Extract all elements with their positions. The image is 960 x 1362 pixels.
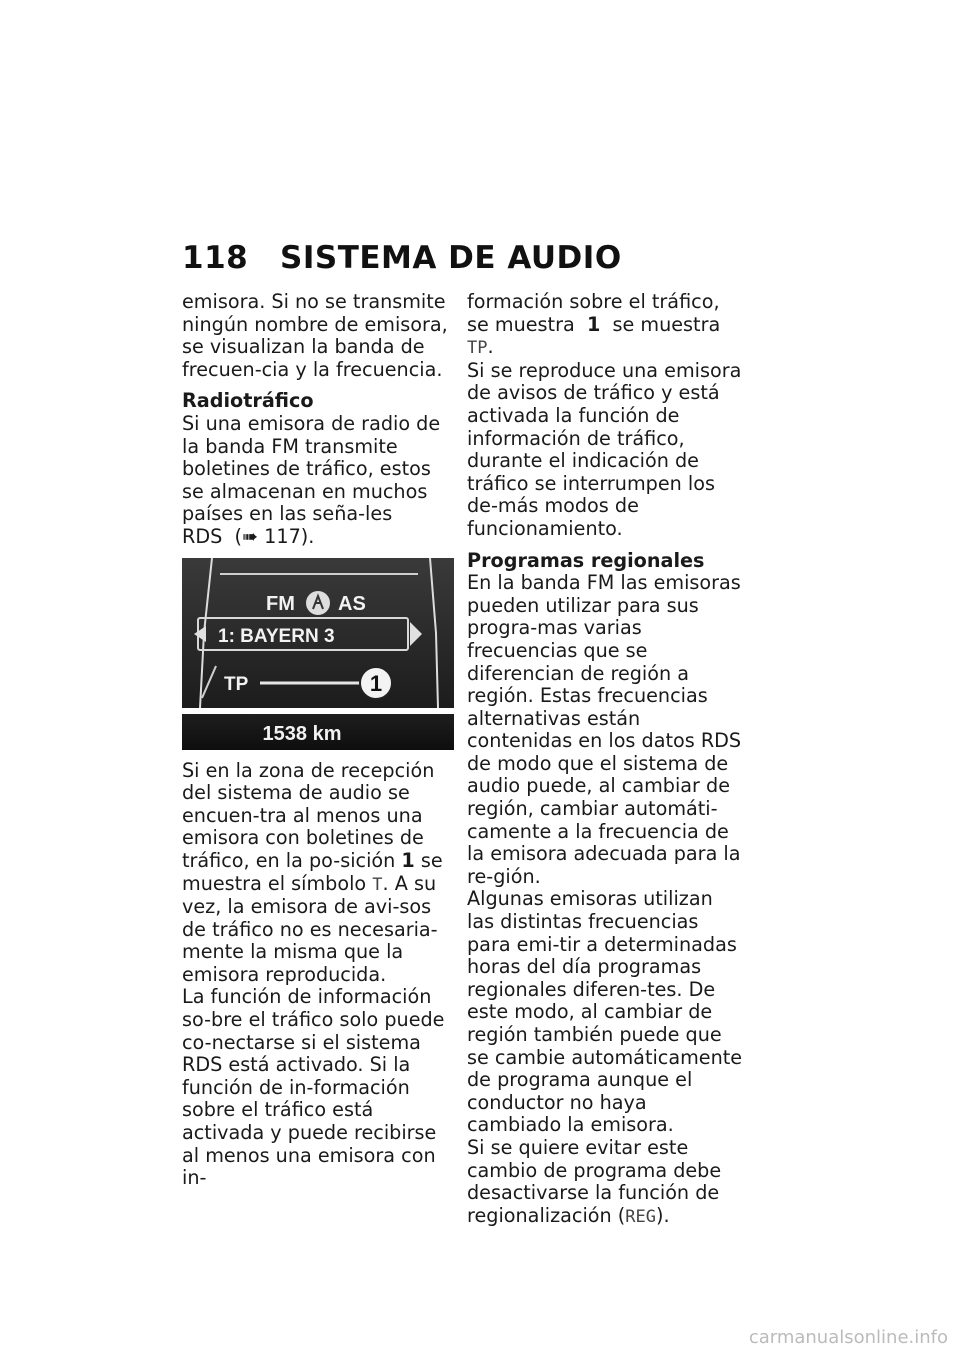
station-label: 1: BAYERN 3: [218, 625, 335, 647]
page-header: [182, 240, 622, 276]
page-number: 118: [182, 240, 249, 276]
radio-display-illustration: [182, 558, 454, 750]
paragraph-tp-symbol: Si en la zona de recepción del sistema de audio se encuen-tra al menos una emisora con boletines de tráfico, en la po-sición 1 se muestra el símbolo T. A su vez, la emisora de avi-sos de tráfico no es necesaria-mente la misma que la emisora reproducida.: [182, 758, 443, 986]
paragraph-regional-programs: Algunas emisoras utilizan las distintas frecuencias para emi-tir a determinadas horas del día programas regionales diferen-tes. De este modo, al cambiar de región también puede que se cambie automáticamente de programa aunque el conductor no haya cambiado la emisora.: [467, 887, 743, 1137]
page-reference-arrow-icon: ➠: [241, 524, 259, 548]
position-number: 1: [401, 848, 415, 872]
paragraph-tp-shown: formación sobre el tráfico, se muestra 1 se muestra TP.: [467, 290, 721, 359]
heading-programas-regionales: Programas regionales: [467, 548, 705, 572]
paragraph-regionalization: Si se quiere evitar este cambio de programa debe desactivarse la función de regionalización (REG).: [467, 1135, 722, 1227]
paragraph-rds-intro: Si una emisora de radio de la banda FM transmite boletines de tráfico, estos se almacenan en muchos países en las seña-les RDS (➠ 117).: [182, 411, 441, 548]
tp-label: TP: [224, 673, 249, 695]
chapter-title: SISTEMA DE AUDIO: [280, 240, 622, 276]
symbol-tp: TP: [467, 338, 488, 359]
band-label: FM: [266, 592, 295, 615]
paragraph-traffic-interrupt: Si se reproduce una emisora de avisos de tráfico y está activada la función de información de tráfico, durante el indicación de tráfico se interrumpen los de-más modos de funcionamiento.: [467, 358, 742, 540]
callout-1-label: 1: [369, 670, 383, 696]
as-label: AS: [338, 592, 366, 615]
paragraph-traffic-info-rds: La función de información so-bre el tráfico solo puede co-nectarse si el sistema RDS está activado. Si la función de in-formación sobre el tráfico está activada y puede recibirse al menos una emisora con in-: [182, 985, 445, 1190]
right-column: [467, 291, 743, 1237]
radio-display-figure: [182, 558, 454, 750]
symbol-reg: REG: [625, 1206, 657, 1227]
paragraph-station-name: emisora. Si no se transmite ningún nombre de emisora, se visualizan la banda de frecuen-cia y la frecuencia.: [182, 290, 448, 381]
left-column: [182, 291, 454, 1199]
paragraph-fm-frequencies: En la banda FM las emisoras pueden utilizar para sus progra-mas varias frecuencias que se diferencian de región a región. Estas frecuencias alternativas están contenidas en los datos RDS de modo que el sistema de audio puede, al cambiar de región, cambiar automáti-camente a la frecuencia de la emisora adecuada para la re-gión.: [467, 571, 742, 888]
symbol-t: T: [372, 874, 383, 895]
heading-radiotrafico: Radiotráfico: [182, 389, 314, 413]
watermark: carmanualsonline.info: [748, 1327, 948, 1348]
distance-label: 1538 km: [262, 722, 342, 745]
position-number: 1: [586, 312, 601, 336]
page-reference: 117).: [264, 524, 315, 548]
